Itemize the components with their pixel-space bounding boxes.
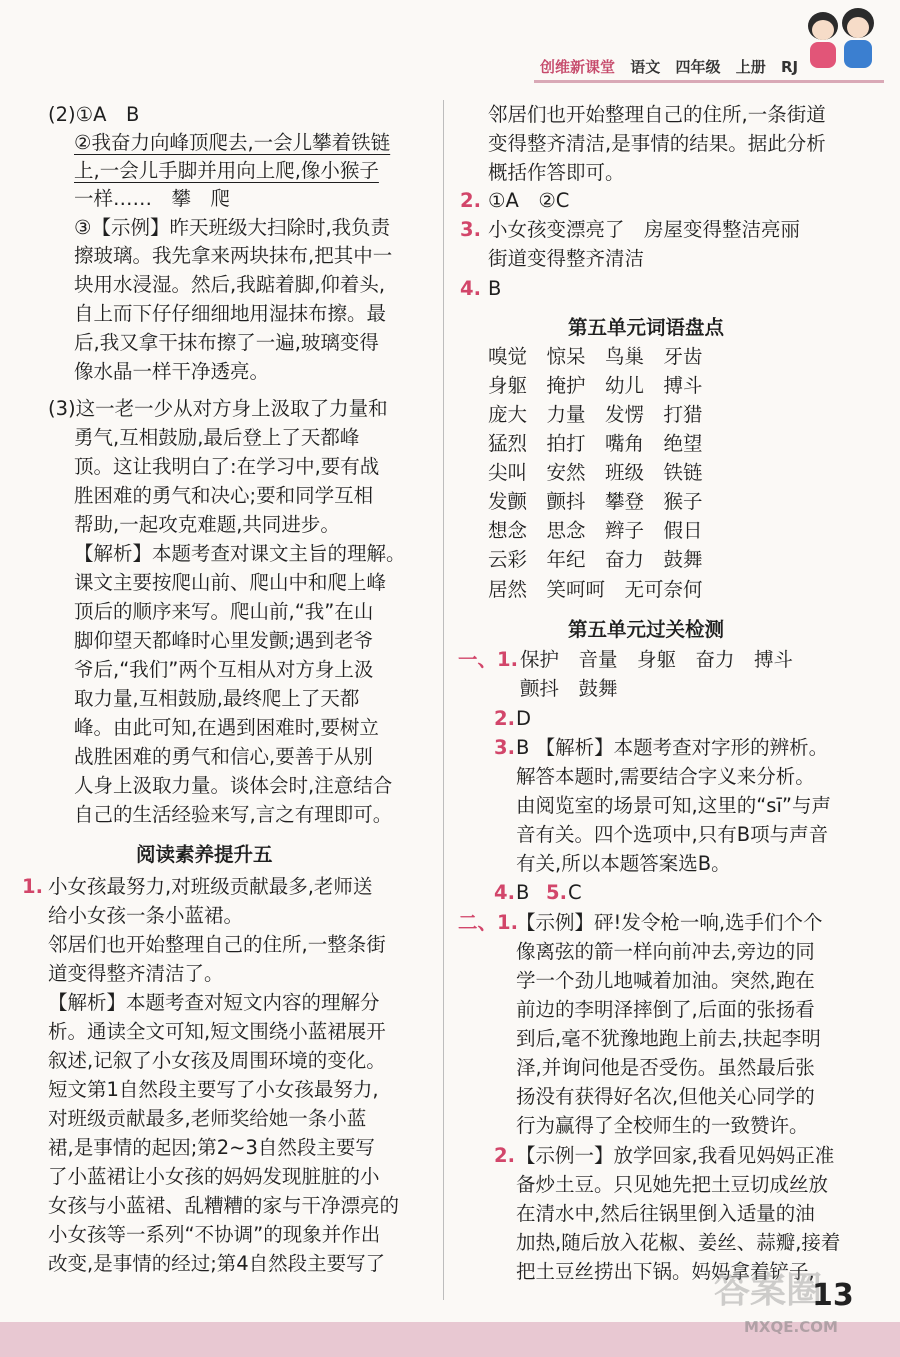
question-number: 3. [460,218,481,241]
vocab-row: 身躯 掩护 幼儿 搏斗 [488,374,703,397]
question-number: 1. [22,875,43,898]
answer-text: 泽,并询问他是否受伤。虽然最后张 [516,1056,815,1079]
left-line: 【解析】本题考查对课文主旨的理解。 [74,542,406,565]
column-divider [443,100,444,1300]
vocab-row: 猛烈 拍打 嘴角 绝望 [488,432,703,455]
left-line: 爷后,“我们”两个互相从对方身上汲 [74,658,374,681]
section-title: 阅读素养提升五 [136,843,273,866]
left-line: 改变,是事情的经过;第4自然段主要写了 [48,1252,386,1275]
subject: 语文 [630,58,661,76]
left-line: 道变得整齐清洁了。 [48,962,224,985]
answer-text: 扬没有获得好名次,但他关心同学的 [516,1085,815,1108]
answer-text: D [516,707,532,730]
left-line: (3)这一老一少从对方身上汲取了力量和 [48,397,388,420]
answer-text: 解答本题时,需要结合字义来分析。 [516,765,815,788]
vocab-row: 尖叫 安然 班级 铁链 [488,461,703,484]
left-line: 邻居们也开始整理自己的住所,一整条街 [48,933,386,956]
vocab-row: 发颤 颤抖 攀登 猴子 [488,490,703,513]
left-line: 胜困难的勇气和决心;要和同学互相 [74,484,374,507]
left-line: 给小女孩一条小蓝裙。 [48,904,244,927]
left-line: 了小蓝裙让小女孩的妈妈发现脏脏的小 [48,1165,380,1188]
vocab-row: 想念 思念 辫子 假日 [488,519,703,542]
left-line: 战胜困难的勇气和信心,要善于从别 [74,745,373,768]
cartoon-kids-logo [802,8,882,78]
page-number: 13 [812,1278,854,1313]
answer-text: 保护 音量 身躯 奋力 搏斗 [520,648,794,671]
left-line: (2)①A B [48,103,140,126]
left-line: 脚仰望天都峰时心里发颤;遇到老爷 [74,629,374,652]
answer-text: 颤抖 鼓舞 [520,677,618,700]
left-line: 【解析】本题考查对短文内容的理解分 [48,991,380,1014]
vocab-row: 居然 笑呵呵 无可奈何 [488,578,703,601]
question-number: 一、1. [458,648,518,671]
question-number: 2. [460,189,481,212]
answer-text: 加热,随后放入花椒、姜丝、蒜瓣,接着 [516,1231,841,1254]
answer-text: 在清水中,然后往锅里倒入适量的油 [516,1202,815,1225]
left-line: 叙述,记叙了小女孩及周围环境的变化。 [48,1049,386,1072]
vocab-row: 嗅觉 惊呆 鸟巢 牙齿 [488,345,703,368]
answer-text: 【示例一】放学回家,我看见妈妈正准 [516,1144,835,1167]
left-line: 后,我又拿干抹布擦了一遍,玻璃变得 [74,331,379,354]
right-line: 变得整齐清洁,是事情的结果。据此分析 [488,132,826,155]
question-number: 2. [494,1144,515,1167]
left-line: 勇气,互相鼓励,最后登上了天都峰 [74,426,360,449]
left-line: 析。通读全文可知,短文围绕小蓝裙展开 [48,1020,386,1043]
answer-text: C [568,881,582,904]
grade: 四年级 [675,58,721,76]
left-line: 擦玻璃。我先拿来两块抹布,把其中一 [74,244,393,267]
question-number: 2. [494,707,515,730]
left-line: 人身上汲取力量。谈体会时,注意结合 [74,774,393,797]
left-line: 顶。这让我明白了:在学习中,要有战 [74,455,380,478]
answer-text: 备炒土豆。只见她先把土豆切成丝放 [516,1173,829,1196]
answer-text: 街道变得整齐清洁 [488,247,645,270]
section-title: 第五单元词语盘点 [568,316,725,339]
vocab-row: 云彩 年纪 奋力 鼓舞 [488,548,703,571]
question-number: 5. [546,881,567,904]
vocab-row: 庞大 力量 发愣 打猎 [488,403,703,426]
right-line: 邻居们也开始整理自己的住所,一条街道 [488,103,826,126]
right-line: 概括作答即可。 [488,161,625,184]
answer-text: 小女孩变漂亮了 房屋变得整洁亮丽 [488,218,801,241]
answer-text: B [516,881,530,904]
left-line: 课文主要按爬山前、爬山中和爬上峰 [74,571,387,594]
left-line: 一样…… 攀 爬 [74,187,231,210]
left-line: 自己的生活经验来写,言之有理即可。 [74,803,393,826]
answer-text: 到后,毫不犹豫地跑上前去,扶起李明 [516,1027,821,1050]
watermark-url: MXQE.COM [744,1318,838,1336]
answer-text: 【示例】砰!发令枪一响,选手们个个 [516,911,823,934]
edition: RJ [781,58,799,76]
left-line: 裙,是事情的起因;第2~3自然段主要写 [48,1136,375,1159]
left-line: 像水晶一样干净透亮。 [74,360,270,383]
left-line: 女孩与小蓝裙、乱糟糟的家与干净漂亮的 [48,1194,400,1217]
answer-text: 由阅览室的场景可知,这里的“sī”与声 [516,794,831,817]
left-line: 对班级贡献最多,老师奖给她一条小蓝 [48,1107,367,1130]
question-number: 4. [460,277,481,300]
answer-text: 音有关。四个选项中,只有B项与声音 [516,823,829,846]
question-number: 3. [494,736,515,759]
answer-text: 有关,所以本题答案选B。 [516,852,731,875]
answer-text: B [488,277,502,300]
question-number: 二、1. [458,911,518,934]
left-line: ②我奋力向峰顶爬去,一会儿攀着铁链 [74,131,391,154]
left-line: 上,一会儿手脚并用向上爬,像小猴子 [74,159,379,182]
left-line: 峰。由此可知,在遇到困难时,要树立 [74,716,379,739]
answer-text: 像离弦的箭一样向前冲去,旁边的同 [516,940,815,963]
answer-text: 前边的李明泽摔倒了,后面的张扬看 [516,998,815,1021]
answer-text: 把土豆丝捞出下锅。妈妈拿着铲子, [516,1260,815,1283]
watermark-logo: 答案圈 [714,1270,823,1311]
answer-text: 行为赢得了全校师生的一致赞许。 [516,1114,809,1137]
answer-text: ①A ②C [488,189,570,212]
left-line: ③【示例】昨天班级大扫除时,我负责 [74,216,391,239]
volume: 上册 [735,58,766,76]
answer-text: B 【解析】本题考查对字形的辨析。 [516,736,829,759]
left-line: 顶后的顺序来写。爬山前,“我”在山 [74,600,374,623]
question-number: 4. [494,881,515,904]
left-line: 自上而下仔仔细细地用湿抹布擦。最 [74,302,387,325]
brand-name: 创维新课堂 [540,58,616,76]
answer-text: 学一个劲儿地喊着加油。突然,跑在 [516,969,815,992]
section-title: 第五单元过关检测 [568,618,725,641]
left-line: 块用水浸湿。然后,我踮着脚,仰着头, [74,273,386,296]
left-line: 取力量,互相鼓励,最终爬上了天都 [74,687,360,710]
left-line: 小女孩等一系列“不协调”的现象并作出 [48,1223,381,1246]
page-header [540,56,808,77]
left-line: 帮助,一起攻克难题,共同进步。 [74,513,340,536]
header-rule [534,80,884,83]
left-line: 短文第1自然段主要写了小女孩最努力, [48,1078,379,1101]
left-line: 小女孩最努力,对班级贡献最多,老师送 [48,875,373,898]
